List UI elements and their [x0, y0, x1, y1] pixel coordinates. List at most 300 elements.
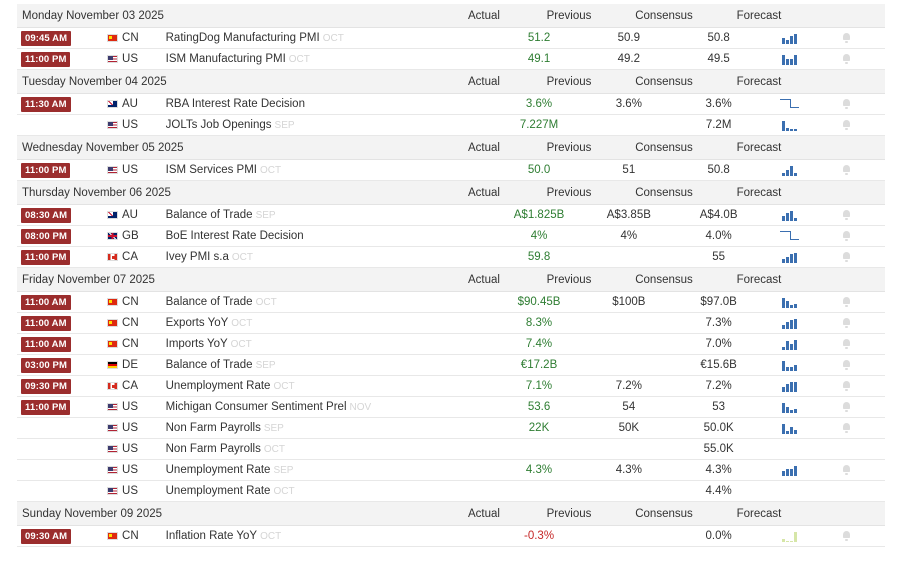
- country-cell: [107, 32, 166, 44]
- previous-header: Previous: [546, 141, 592, 154]
- event-cell: [166, 422, 431, 434]
- sparkline-chart: [782, 210, 797, 221]
- country-cell: [107, 401, 166, 413]
- event-name-link[interactable]: ISM Manufacturing PMI: [165, 53, 286, 65]
- sparkline-bar: [786, 431, 789, 434]
- flag-cn-icon: [107, 340, 118, 348]
- sparkline-bar: [786, 407, 789, 413]
- sparkline-chart: [782, 252, 797, 263]
- event-row[interactable]: [17, 418, 885, 439]
- sparkline-bar: [782, 216, 785, 221]
- forecast-header: Forecast: [736, 141, 782, 154]
- sparkline-bar: [786, 367, 789, 371]
- day-header: [17, 268, 885, 292]
- country-code: US: [122, 164, 138, 176]
- previous-value: 22K: [528, 422, 550, 434]
- forecast-header: Forecast: [736, 9, 782, 22]
- flag-us-icon: [107, 424, 118, 432]
- sparkline-bar: [794, 466, 797, 476]
- sparkline-bar: [786, 322, 789, 329]
- consensus-value: 54: [622, 401, 636, 413]
- day-date: Sunday November 09 2025: [22, 507, 163, 520]
- country-code: US: [122, 53, 138, 65]
- alert-cell[interactable]: [808, 252, 885, 262]
- sparkline-chart: [782, 54, 797, 65]
- sparkline-bar: [782, 325, 785, 329]
- alert-cell[interactable]: [808, 33, 885, 43]
- alert-cell[interactable]: [808, 297, 885, 307]
- country-cell: [107, 338, 166, 350]
- event-cell: [166, 230, 431, 242]
- sparkline-cell[interactable]: [771, 465, 809, 476]
- sparkline-bar: [782, 471, 785, 476]
- reference-period: OCT: [322, 33, 344, 44]
- event-name-link[interactable]: Unemployment Rate: [165, 380, 271, 392]
- bell-icon[interactable]: [842, 210, 851, 220]
- time-badge: 09:30 PM: [21, 379, 71, 394]
- event-name-link[interactable]: Inflation Rate YoY: [165, 530, 258, 542]
- event-time-cell: [17, 358, 107, 373]
- sparkline-bar: [794, 304, 797, 308]
- bell-icon[interactable]: [842, 423, 851, 433]
- forecast-header: Forecast: [736, 75, 782, 88]
- consensus-value: 49.2: [617, 53, 641, 65]
- reference-period: SEP: [255, 360, 276, 371]
- country-cell: [107, 443, 166, 455]
- sparkline-bar: [790, 541, 793, 542]
- time-badge: 11:00 AM: [21, 337, 71, 352]
- previous-value: 53.6: [527, 401, 551, 413]
- country-code: CA: [122, 380, 138, 392]
- alert-cell[interactable]: [808, 318, 885, 328]
- event-name-link[interactable]: Unemployment Rate: [165, 464, 271, 476]
- event-row[interactable]: [17, 49, 885, 70]
- event-row[interactable]: [17, 439, 885, 460]
- actual-header: Actual: [468, 273, 500, 286]
- previous-value: 7.1%: [525, 380, 553, 392]
- day-date: Monday November 03 2025: [22, 9, 164, 22]
- event-time-cell: [17, 379, 107, 394]
- sparkline-bar: [786, 40, 789, 44]
- alert-cell[interactable]: [808, 531, 885, 541]
- forecast-value: 0.0%: [705, 530, 732, 542]
- forecast-value: 7.2M: [705, 119, 732, 131]
- bell-icon[interactable]: [842, 231, 851, 241]
- bell-icon[interactable]: [842, 99, 851, 109]
- time-badge: 03:00 PM: [21, 358, 71, 373]
- sparkline-chart: [782, 318, 797, 329]
- reference-period: SEP: [274, 120, 295, 131]
- economic-calendar: [17, 4, 885, 547]
- alert-cell[interactable]: [808, 99, 885, 109]
- sparkline-cell[interactable]: [771, 402, 809, 413]
- time-badge: 11:30 AM: [21, 97, 71, 112]
- previous-value: 4.3%: [525, 464, 553, 476]
- flag-ca-icon: [107, 253, 118, 261]
- bell-icon[interactable]: [842, 360, 851, 370]
- forecast-value: A$4.0B: [699, 209, 738, 221]
- day-header: [17, 70, 885, 94]
- alert-cell[interactable]: [808, 165, 885, 175]
- event-row[interactable]: [17, 334, 885, 355]
- forecast-value: 50.8: [707, 164, 730, 176]
- flag-us-icon: [107, 55, 118, 63]
- previous-header: Previous: [546, 186, 592, 199]
- sparkline-bar: [790, 36, 793, 44]
- event-name-link[interactable]: Non Farm Payrolls: [165, 422, 261, 434]
- sparkline-bar: [790, 211, 793, 221]
- event-name-link[interactable]: JOLTs Job Openings: [165, 119, 272, 131]
- sparkline-cell[interactable]: [771, 230, 809, 242]
- event-time-cell: [17, 229, 107, 244]
- sparkline-cell[interactable]: [771, 252, 809, 263]
- sparkline-cell[interactable]: [771, 33, 809, 44]
- reference-period: OCT: [231, 318, 253, 329]
- bell-icon[interactable]: [842, 252, 851, 262]
- flag-us-icon: [107, 403, 118, 411]
- sparkline-bar: [786, 257, 789, 263]
- forecast-value: 3.6%: [705, 98, 732, 110]
- event-row[interactable]: [17, 226, 885, 247]
- sparkline-bar: [786, 301, 789, 308]
- event-name-link[interactable]: Non Farm Payrolls: [165, 443, 261, 455]
- alert-cell[interactable]: [808, 339, 885, 349]
- actual-header: Actual: [468, 9, 500, 22]
- event-cell: [166, 251, 431, 263]
- bell-icon[interactable]: [842, 318, 851, 328]
- forecast-value: 50.0K: [703, 422, 734, 434]
- actual-header: Actual: [468, 141, 500, 154]
- sparkline-bar: [786, 213, 789, 221]
- day-date: Thursday November 06 2025: [22, 186, 171, 199]
- reference-period: SEP: [255, 210, 276, 221]
- event-row[interactable]: [17, 247, 885, 268]
- flag-us-icon: [107, 445, 118, 453]
- event-cell: [166, 380, 431, 392]
- previous-header: Previous: [546, 9, 592, 22]
- forecast-value: 55: [712, 251, 726, 263]
- event-row[interactable]: [17, 205, 885, 226]
- event-cell: [166, 119, 431, 131]
- event-cell: [166, 53, 431, 65]
- country-code: US: [122, 422, 138, 434]
- alert-cell[interactable]: [808, 402, 885, 412]
- event-time-cell: [17, 163, 107, 178]
- event-time-cell: [17, 400, 107, 415]
- event-name-link[interactable]: Imports YoY: [165, 338, 228, 350]
- event-row[interactable]: [17, 28, 885, 49]
- reference-period: OCT: [260, 165, 282, 176]
- consensus-header: Consensus: [635, 273, 693, 286]
- event-name-link[interactable]: Balance of Trade: [165, 359, 253, 371]
- reference-period: OCT: [273, 381, 295, 392]
- sparkline-bar: [786, 170, 789, 176]
- country-cell: [107, 230, 166, 242]
- event-time-cell: [17, 529, 107, 544]
- country-cell: [107, 530, 166, 542]
- sparkline-bar: [782, 403, 785, 413]
- sparkline-bar: [782, 55, 785, 65]
- country-cell: [107, 317, 166, 329]
- bell-icon[interactable]: [842, 531, 851, 541]
- step-chart-icon: [780, 98, 800, 110]
- sparkline-bar: [794, 34, 797, 44]
- previous-value: 3.6%: [525, 98, 553, 110]
- sparkline-bar: [790, 410, 793, 413]
- sparkline-cell[interactable]: [771, 98, 809, 110]
- event-row[interactable]: [17, 292, 885, 313]
- country-code: DE: [122, 359, 138, 371]
- time-badge: 11:00 AM: [21, 295, 71, 310]
- sparkline-bar: [790, 382, 793, 392]
- sparkline-chart: [782, 360, 797, 371]
- sparkline-cell[interactable]: [771, 423, 809, 434]
- sparkline-chart: [782, 381, 797, 392]
- bell-icon[interactable]: [842, 465, 851, 475]
- sparkline-cell[interactable]: [771, 165, 809, 176]
- country-cell: [107, 209, 166, 221]
- event-name-link[interactable]: RatingDog Manufacturing PMI: [165, 32, 320, 44]
- bell-icon[interactable]: [842, 402, 851, 412]
- country-code: US: [122, 119, 138, 131]
- sparkline-bar: [782, 387, 785, 392]
- country-code: CN: [122, 530, 139, 542]
- event-name-link[interactable]: Balance of Trade: [165, 209, 253, 221]
- event-cell: [166, 338, 431, 350]
- event-row[interactable]: [17, 460, 885, 481]
- previous-value: $90.45B: [517, 296, 561, 308]
- bell-icon[interactable]: [842, 120, 851, 130]
- alert-cell[interactable]: [808, 465, 885, 475]
- country-cell: [107, 359, 166, 371]
- bell-icon[interactable]: [842, 54, 851, 64]
- sparkline-cell[interactable]: [771, 381, 809, 392]
- sparkline-bar: [782, 424, 785, 434]
- alert-cell[interactable]: [808, 423, 885, 433]
- sparkline-bar: [794, 218, 797, 221]
- country-cell: [107, 98, 166, 110]
- sparkline-bar: [790, 254, 793, 263]
- country-cell: [107, 422, 166, 434]
- sparkline-chart: [782, 33, 797, 44]
- sparkline-bar: [790, 320, 793, 329]
- forecast-header: Forecast: [736, 273, 782, 286]
- forecast-value: €15.6B: [700, 359, 737, 371]
- sparkline-cell[interactable]: [771, 297, 809, 308]
- sparkline-bar: [794, 532, 797, 542]
- alert-cell[interactable]: [808, 381, 885, 391]
- country-code: AU: [122, 98, 138, 110]
- sparkline-bar: [782, 347, 785, 350]
- day-header: [17, 502, 885, 526]
- alert-cell[interactable]: [808, 210, 885, 220]
- reference-period: NOV: [349, 402, 372, 413]
- event-row[interactable]: [17, 526, 885, 547]
- event-cell: [166, 464, 431, 476]
- event-name-link[interactable]: Exports YoY: [165, 317, 229, 329]
- country-code: US: [122, 485, 138, 497]
- reference-period: OCT: [260, 531, 282, 542]
- sparkline-bar: [786, 59, 789, 65]
- sparkline-bar: [794, 253, 797, 263]
- consensus-header: Consensus: [635, 9, 693, 22]
- sparkline-chart: [782, 402, 797, 413]
- alert-cell[interactable]: [808, 360, 885, 370]
- event-name-link[interactable]: RBA Interest Rate Decision: [165, 98, 305, 110]
- event-name-link[interactable]: Ivey PMI s.a: [165, 251, 229, 263]
- step-chart-icon: [780, 230, 800, 242]
- event-cell: [166, 401, 431, 413]
- event-row[interactable]: [17, 160, 885, 181]
- alert-cell[interactable]: [808, 120, 885, 130]
- sparkline-cell[interactable]: [771, 120, 809, 131]
- flag-cn-icon: [107, 532, 118, 540]
- event-row[interactable]: [17, 94, 885, 115]
- country-cell: [107, 380, 166, 392]
- sparkline-bar: [782, 173, 785, 176]
- event-time-cell: [17, 31, 107, 46]
- time-badge: 09:45 AM: [21, 31, 71, 46]
- consensus-value: 4.3%: [615, 464, 642, 476]
- event-cell: [166, 530, 431, 542]
- country-code: CN: [122, 338, 139, 350]
- sparkline-bar: [790, 129, 793, 131]
- bell-icon[interactable]: [842, 165, 851, 175]
- event-cell: [166, 296, 431, 308]
- flag-ca-icon: [107, 382, 118, 390]
- actual-header: Actual: [468, 507, 500, 520]
- sparkline-bar: [782, 539, 785, 542]
- bell-icon[interactable]: [842, 33, 851, 43]
- event-name-link[interactable]: ISM Services PMI: [165, 164, 258, 176]
- reference-period: OCT: [273, 486, 295, 497]
- day-date: Wednesday November 05 2025: [22, 141, 184, 154]
- flag-cn-icon: [107, 319, 118, 327]
- sparkline-cell[interactable]: [771, 339, 809, 350]
- event-row[interactable]: [17, 481, 885, 502]
- reference-period: OCT: [288, 54, 310, 65]
- sparkline-cell[interactable]: [771, 54, 809, 65]
- event-time-cell: [17, 316, 107, 331]
- sparkline-bar: [782, 121, 785, 131]
- flag-us-icon: [107, 466, 118, 474]
- sparkline-bar: [794, 382, 797, 392]
- country-code: CN: [122, 317, 139, 329]
- reference-period: SEP: [273, 465, 294, 476]
- consensus-header: Consensus: [635, 186, 693, 199]
- alert-cell[interactable]: [808, 54, 885, 64]
- country-code: US: [122, 401, 138, 413]
- previous-value: €17.2B: [520, 359, 558, 371]
- flag-us-icon: [107, 487, 118, 495]
- forecast-value: 7.3%: [705, 317, 732, 329]
- bell-icon[interactable]: [842, 297, 851, 307]
- event-name-link[interactable]: Unemployment Rate: [165, 485, 271, 497]
- flag-cn-icon: [107, 298, 118, 306]
- sparkline-bar: [782, 259, 785, 263]
- previous-header: Previous: [546, 75, 592, 88]
- sparkline-bar: [782, 38, 785, 44]
- consensus-value: 51: [622, 164, 636, 176]
- actual-header: Actual: [468, 186, 500, 199]
- reference-period: OCT: [230, 339, 252, 350]
- sparkline-bar: [786, 541, 789, 542]
- consensus-value: 3.6%: [615, 98, 642, 110]
- event-row[interactable]: [17, 397, 885, 418]
- flag-us-icon: [107, 166, 118, 174]
- sparkline-cell[interactable]: [771, 318, 809, 329]
- bell-icon[interactable]: [842, 339, 851, 349]
- country-cell: [107, 485, 166, 497]
- previous-value: 51.2: [527, 32, 551, 44]
- event-row[interactable]: [17, 355, 885, 376]
- sparkline-bar: [790, 469, 793, 476]
- forecast-header: Forecast: [736, 186, 782, 199]
- event-row[interactable]: [17, 376, 885, 397]
- forecast-value: 53: [712, 401, 726, 413]
- event-time-cell: [17, 52, 107, 67]
- forecast-value: 55.0K: [703, 443, 734, 455]
- country-code: AU: [122, 209, 138, 221]
- country-code: CN: [122, 32, 139, 44]
- sparkline-bar: [794, 173, 797, 176]
- time-badge: 11:00 PM: [21, 163, 70, 178]
- consensus-value: 7.2%: [615, 380, 642, 392]
- actual-header: Actual: [468, 75, 500, 88]
- event-name-link[interactable]: Michigan Consumer Sentiment Prel: [165, 401, 347, 413]
- sparkline-cell[interactable]: [771, 531, 809, 542]
- sparkline-bar: [790, 427, 793, 434]
- reference-period: SEP: [263, 423, 284, 434]
- time-badge: 11:00 AM: [21, 316, 71, 331]
- event-name-link[interactable]: Balance of Trade: [165, 296, 253, 308]
- time-badge: 11:00 PM: [21, 400, 70, 415]
- event-row[interactable]: [17, 115, 885, 136]
- event-name-link[interactable]: BoE Interest Rate Decision: [165, 230, 304, 242]
- country-code: US: [122, 443, 138, 455]
- sparkline-bar: [786, 469, 789, 476]
- sparkline-bar: [794, 55, 797, 65]
- flag-au-icon: [107, 211, 118, 219]
- sparkline-bar: [782, 361, 785, 371]
- previous-value: 7.4%: [525, 338, 553, 350]
- sparkline-cell[interactable]: [771, 360, 809, 371]
- sparkline-cell[interactable]: [771, 210, 809, 221]
- sparkline-chart: [782, 165, 797, 176]
- consensus-header: Consensus: [635, 75, 693, 88]
- country-cell: [107, 296, 166, 308]
- day-date: Tuesday November 04 2025: [22, 75, 167, 88]
- consensus-value: 50K: [618, 422, 640, 434]
- sparkline-bar: [790, 166, 793, 176]
- flag-cn-icon: [107, 34, 118, 42]
- reference-period: OCT: [255, 297, 277, 308]
- bell-icon[interactable]: [842, 381, 851, 391]
- consensus-value: A$3.85B: [606, 209, 651, 221]
- previous-header: Previous: [546, 273, 592, 286]
- previous-value: 50.0: [527, 164, 551, 176]
- forecast-value: 7.0%: [705, 338, 732, 350]
- flag-de-icon: [107, 361, 118, 369]
- event-cell: [166, 485, 431, 497]
- consensus-value: $100B: [612, 296, 646, 308]
- time-badge: 08:30 AM: [21, 208, 71, 223]
- alert-cell[interactable]: [808, 231, 885, 241]
- event-row[interactable]: [17, 313, 885, 334]
- sparkline-bar: [790, 59, 793, 65]
- sparkline-bar: [786, 128, 789, 131]
- sparkline-bar: [794, 430, 797, 434]
